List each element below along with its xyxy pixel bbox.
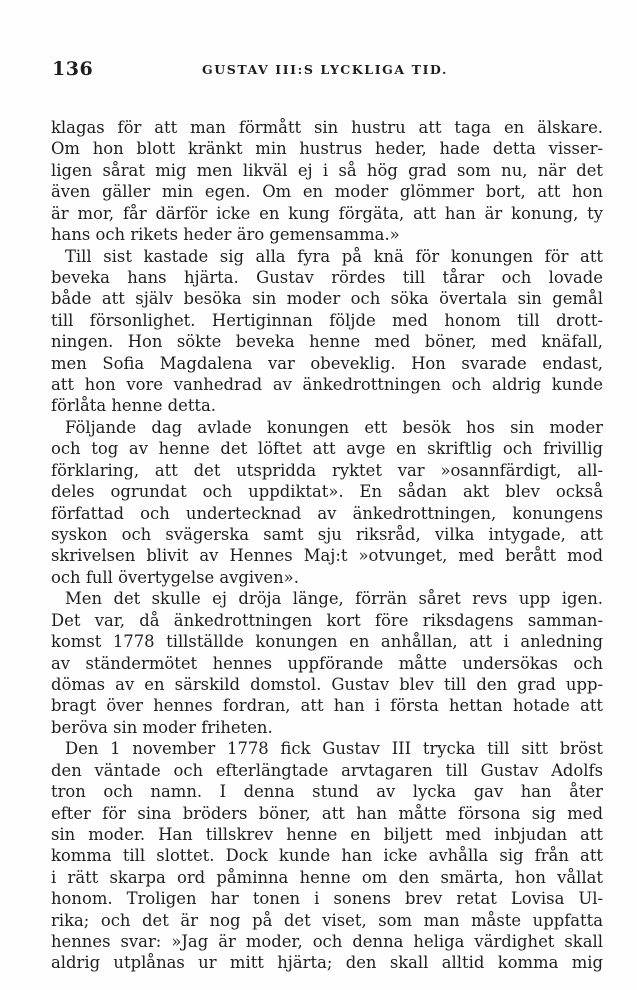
text-line: även gäller min egen. Om en moder glömmer bort, att hon — [51, 182, 603, 202]
text-line: aldrig utplånas ur mitt hjärta; den skall alltid komma mig — [51, 953, 603, 973]
text-line: och tog av henne det löftet att avge en skriftlig och frivillig — [51, 439, 603, 459]
text-line: deles ogrundat och uppdiktat». En sådan akt blev också — [51, 482, 603, 502]
text-line: klagas för att man förmått sin hustru att taga en älskare. — [51, 118, 603, 137]
text-line: Följande dag avlade konungen ett besök hos sin moder — [65, 417, 603, 437]
text-line: men Sofia Magdalena var obeveklig. Hon svarade endast, — [51, 353, 603, 373]
text-line: förklaring, att det utspridda ryktet var »osannfärdigt, all- — [51, 460, 603, 480]
text-line: och full övertygelse avgiven». — [51, 567, 299, 587]
text-line: Den 1 november 1778 fick Gustav III trycka till sitt bröst — [65, 739, 603, 759]
text-line: tron och namn. I denna stund av lycka gav han åter — [51, 782, 603, 802]
text-line: Om hon blott kränkt min hustrus heder, hade detta visser- — [51, 139, 603, 159]
text-line: bragt över hennes fordran, att han i första hettan hotade att — [51, 696, 603, 716]
page-header — [52, 58, 600, 86]
text-line: att hon vore vanhedrad av änkedrottningen och aldrig kunde — [51, 375, 603, 395]
text-line: syskon och svägerska samt sju riksråd, vilka intygade, att — [51, 525, 603, 545]
text-line: Men det skulle ej dröja länge, förrän såret revs upp igen. — [65, 589, 603, 609]
text-line: den väntade och efterlängtade arvtagaren till Gustav Adolfs — [51, 760, 603, 780]
text-line: hennes svar: »Jag är moder, och denna heliga värdighet skall — [51, 932, 603, 952]
text-line: Till sist kastade sig alla fyra på knä för konungen för att — [65, 246, 603, 266]
running-head: GUSTAV III:S LYCKLIGA TID. — [202, 62, 448, 77]
text-line: sin moder. Han tillskrev henne en biljett med inbjudan att — [51, 824, 603, 844]
text-line: både att själv besöka sin moder och söka övertala sin gemål — [51, 289, 603, 309]
text-line: ningen. Hon sökte beveka henne med böner, med knäfall, — [51, 332, 603, 352]
text-line: honom. Troligen har tonen i sonens brev retat Lovisa Ul- — [51, 889, 603, 909]
text-line: beveka hans hjärta. Gustav rördes till tårar och lovade — [51, 267, 603, 287]
text-line: är mor, får därför icke en kung förgäta, att han är konung, ty — [51, 203, 603, 223]
body-text — [51, 117, 603, 974]
text-line: i rätt skarpa ord påminna henne om den smärta, hon vållat — [51, 867, 603, 887]
text-line: skrivelsen blivit av Hennes Maj:t »otvunget, med berått mod — [51, 546, 603, 566]
text-line: förlåta henne detta. — [51, 396, 216, 416]
text-line: Det var, då änkedrottningen kort före riksdagens samman- — [51, 610, 603, 630]
text-line: hans och rikets heder äro gemensamma.» — [51, 225, 400, 245]
text-line: rika; och det är nog på det viset, som man måste uppfatta — [51, 910, 603, 930]
page-number: 136 — [52, 58, 94, 80]
text-line: ligen sårat mig men likväl ej i så hög grad som nu, när det — [51, 160, 603, 180]
text-line: författad och undertecknad av änkedrottningen, konungens — [51, 503, 603, 523]
text-line: efter för sina bröders böner, att han måtte försona sig med — [51, 803, 603, 823]
text-line: till försonlighet. Hertiginnan följde med honom till drott- — [51, 310, 603, 330]
text-line: dömas av en särskild domstol. Gustav blev till den grad upp- — [51, 674, 603, 694]
text-line: beröva sin moder friheten. — [51, 717, 273, 737]
text-line: komma till slottet. Dock kunde han icke avhålla sig från att — [51, 846, 603, 866]
text-line: av ständermötet hennes uppförande måtte undersökas och — [51, 653, 603, 673]
text-line: komst 1778 tillställde konungen en anhållan, att i anledning — [51, 632, 603, 652]
